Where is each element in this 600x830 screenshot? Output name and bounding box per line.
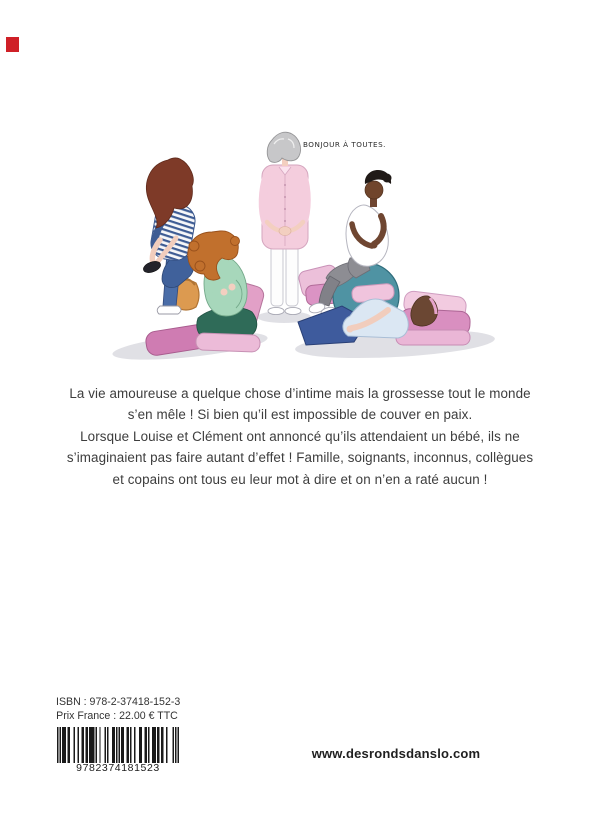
- price-label: Prix France : 22.00 € TTC: [56, 709, 178, 722]
- isbn-label: ISBN : 978-2-37418-152-3: [56, 696, 181, 708]
- prenatal-class-illustration: [0, 125, 600, 370]
- speech-text: BONJOUR À TOUTES.: [303, 140, 386, 149]
- blurb-line: Lorsque Louise et Clément ont annoncé qu’ils attendaient un bébé, ils ne: [80, 428, 520, 444]
- blurb-line: s’imaginaient pas faire autant d’effet ! Famille, soignants, inconnus, collègues: [66, 450, 534, 466]
- publisher-website: www.desrondsdanslo.com: [311, 746, 481, 761]
- publisher-red-square-mark: [6, 37, 19, 52]
- blurb-line: et copains ont tous eu leur mot à dire et on n’en a raté aucun !: [112, 471, 488, 487]
- blurb-line: La vie amoureuse a quelque chose d’intime mais la grossesse tout le monde: [69, 386, 531, 401]
- isbn-price-block: [56, 696, 181, 723]
- blurb-line: s’en mêle ! Si bien qu’il est impossible de couver en paix.: [127, 407, 473, 423]
- barcode-digits: 9782374181523: [76, 762, 160, 774]
- back-cover-blurb: [0, 383, 600, 490]
- ean13-barcode: [57, 727, 179, 763]
